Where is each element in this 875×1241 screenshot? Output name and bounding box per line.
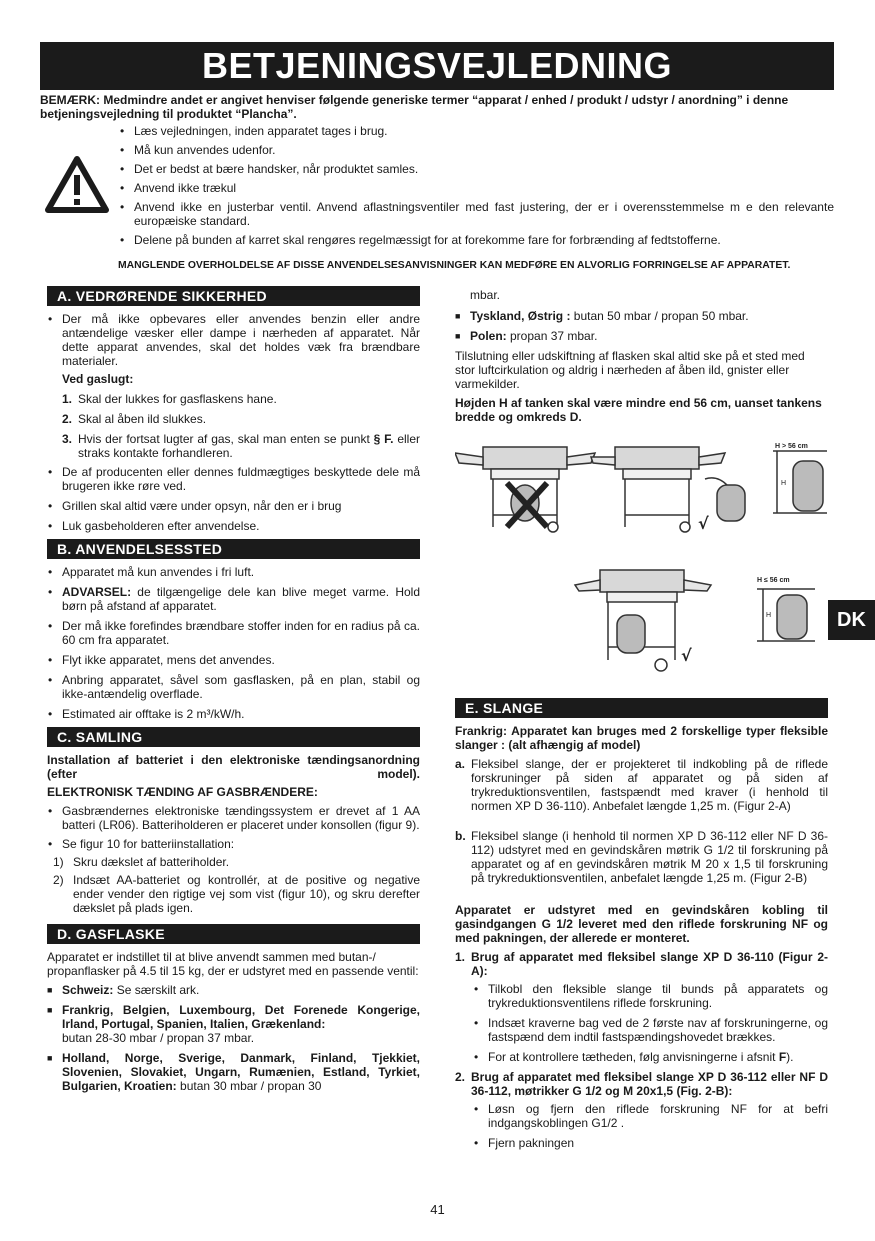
note-text: Medmindre andet er angivet henviser følgende generiske termer “apparat / enhed / produkt / udstyr / anordning” i denne betjeningsvejledning til produktet “Plancha”. — [40, 93, 789, 121]
list-item: • Må kun anvendes udenfor. — [118, 143, 834, 157]
item-text: de tilgængelige dele kan blive meget varme. Hold børn på afstand af apparatet. — [62, 585, 420, 613]
list-item: • Se figur 10 for batteriinstallation: — [47, 837, 420, 851]
page-number: 41 — [430, 1202, 445, 1217]
left-column — [47, 286, 420, 1097]
list-item: • Det er bedst at bære handsker, når produktet samles. — [118, 162, 834, 176]
label-h: H — [781, 480, 787, 487]
list-item: • Gasbrændernes elektroniske tændingssystem er drevet af 1 AA batteri (LR06). Batteriholderen er placeret under konsollen (figur 9). — [47, 804, 420, 832]
step-text: eller straks kontakte forhandleren. — [78, 432, 420, 460]
list-item: • Luk gasbeholderen efter anvendelse. — [47, 519, 420, 533]
list-item: • Der må ikke forefindes brændbare stoffer inden for en radius på ca. 60 cm fra apparatet. — [47, 619, 420, 647]
list-item — [62, 412, 420, 426]
pressure-text: propan 37 mbar. — [506, 329, 598, 343]
item-text: Brug af apparatet med fleksibel slange XP D 36-110 (Figur 2-A): — [471, 950, 828, 978]
connection-note: Tilslutning eller udskiftning af flasken skal altid ske på et sted med stor luftcirkulation og aldrig i nærheden af åben ild, gnister eller varmekilder. — [455, 349, 805, 391]
list-item: • Tilkobl den fleksible slange til bunds på apparatets og trykreduktionsventilens riflede forskruning. — [473, 982, 828, 1010]
label-height-gt: H > 56 cm — [775, 443, 808, 450]
list-item — [47, 585, 420, 613]
list-item: • Der må ikke opbevares eller anvendes benzin eller andre antændelige væsker eller dampe i nærheden af apparatet. Når dette apparat anvendes, skal det holdes væk fra brændbare materialer. — [47, 312, 420, 368]
list-item: • Apparatet må kun anvendes i fri luft. — [47, 565, 420, 579]
country-list-2 — [455, 309, 828, 343]
list-item: • Grillen skal altid være under opsyn, når den er i brug — [47, 499, 420, 513]
list-item: • Fjern pakningen — [473, 1136, 828, 1150]
warning-triangle-icon — [44, 155, 110, 215]
list-item: • Estimated air offtake is 2 m³/kW/h. — [47, 707, 420, 721]
section-b-list — [47, 565, 420, 721]
label-h: H — [766, 612, 772, 619]
section-ref: § F. — [373, 432, 394, 446]
check-icon: √ — [698, 514, 709, 533]
item-text: Fleksibel slange (i henhold til normen XP D 36-112 eller NF D 36-112) udstyret med en gevindskåren møtrik G 1/2 til forskruning på apparatet og af en gevindskåren møtrik M 20 x 1,5 til forskruning på trykreduktionsventilen, anbefalet længde 1,25 m. (Figur 2-B) — [471, 829, 828, 885]
section-e — [455, 698, 828, 1154]
item-text: Fleksibel slange, der er projekteret til indkobling på de riflede forskruninger på siden af apparatet og på siden af trykreduktionsventilen, fastspændt med kraver (i henhold til normen XP D 36-110). Anbefalet længde 1,25 m. (Figur 2-A) — [471, 757, 828, 813]
step-number: 2. — [62, 412, 73, 426]
coupling-note: Apparatet er udstyret med en gevindskåren kobling til gasindgangen G 1/2 leveret med den riflede forskruning NF og med pakningen, der allerede er monteret. — [455, 903, 828, 945]
list-item: • Delene på bunden af karret skal rengøres regelmæssigt for at forekomme fare for forbrænding af fedtstofferne. — [118, 233, 834, 247]
list-item: • Flyt ikke apparatet, mens det anvendes. — [47, 653, 420, 667]
warning-label: ADVARSEL: — [62, 585, 132, 599]
warning-list — [118, 124, 834, 252]
list-item — [47, 983, 420, 997]
pressure-text: Se særskilt ark. — [113, 983, 200, 997]
check-icon: √ — [681, 646, 692, 665]
section-a-header: A. VEDRØRENDE SIKKERHED — [47, 286, 420, 306]
country-label: Schweiz: — [62, 983, 114, 997]
section-b-header: B. ANVENDELSESSTED — [47, 539, 420, 559]
country-label: Tyskland, Østrig : — [470, 309, 571, 323]
section-a-list-2 — [47, 465, 420, 533]
list-item — [47, 1003, 420, 1045]
list-item — [62, 392, 420, 406]
pressure-text: butan 28-30 mbar / propan 37 mbar. — [62, 1031, 255, 1045]
list-item — [47, 1051, 420, 1093]
country-label: Polen: — [470, 329, 507, 343]
bbq-unit-correct-1 — [591, 447, 745, 532]
item-number: 2. — [455, 1070, 466, 1084]
list-item — [455, 309, 828, 323]
bbq-unit-wrong — [455, 447, 595, 532]
list-item — [473, 1050, 828, 1064]
section-c-sub: ELEKTRONISK TÆNDING AF GASBRÆNDERE: — [47, 785, 318, 799]
list-item: • Anvend ikke trækul — [118, 181, 834, 195]
section-d-header: D. GASFLASKE — [47, 924, 420, 944]
list-item: • Anbring apparatet, såvel som gasflasken, på en plan, stabil og ikke-antændelig overflade. — [47, 673, 420, 701]
language-tab: DK — [828, 600, 875, 640]
note — [40, 93, 834, 121]
list-item — [47, 855, 420, 869]
list-item: • Læs vejledningen, inden apparatet tages i brug. — [118, 124, 834, 138]
gas-bottle-figure — [455, 435, 830, 675]
list-item: • Løsn og fjern den riflede forskruning NF for at befri indgangskoblingen G1/2 . — [473, 1102, 828, 1130]
step-text: Skal al åben ild slukkes. — [78, 412, 207, 426]
item-text: For at kontrollere tætheden, følg anvisningerne i afsnit — [488, 1050, 779, 1064]
note-label: BEMÆRK: — [40, 93, 100, 107]
right-column — [455, 288, 828, 424]
step-text: Skal der lukkes for gasflaskens hane. — [78, 392, 277, 406]
list-item: • Indsæt kraverne bag ved de 2 første nav af forskruningerne, og fastspænd dem indtil fastspændingshovedet brækkes. — [473, 1016, 828, 1044]
step-text: Skru dækslet af batteriholder. — [73, 855, 230, 869]
list-item — [455, 329, 828, 343]
section-e-intro: Frankrig: Apparatet kan bruges med 2 forskellige typer fleksible slanger : (alt afhængig af model) — [455, 724, 828, 752]
section-ref: F — [778, 1050, 787, 1064]
item-text: ). — [786, 1050, 794, 1064]
step-number: 1. — [62, 392, 73, 406]
item-letter: a. — [455, 757, 466, 771]
section-d-intro: Apparatet er indstillet til at blive anvendt sammen med butan-/ propanflasker på 4.5 til 15 kg, der er udstyret med en passende ventil: — [47, 950, 419, 978]
item-letter: b. — [455, 829, 466, 843]
item-number: 1. — [455, 950, 466, 964]
pressure-text: butan 50 mbar / propan 50 mbar. — [570, 309, 749, 323]
pressure-continued: mbar. — [470, 288, 501, 302]
country-label: Holland, Norge, Sverige, Danmark, Finland, Tjekkiet, Slovenien, Slovakiet, Ungarn, Rumænien, Estland, Tyrkiet, Bulgarien, Kroatien: — [62, 1051, 420, 1093]
gas-smell-label: Ved gaslugt: — [62, 372, 134, 386]
section-c-intro: Installation af batteriet i den elektroniske tændingsanordning (efter model). — [47, 753, 420, 781]
page-title: BETJENINGSVEJLEDNING — [40, 42, 834, 90]
list-item — [455, 757, 828, 813]
list-item — [455, 950, 828, 978]
hose-b-steps — [455, 1102, 828, 1150]
height-note: Højden H af tanken skal være mindre end 56 cm, uanset tankens bredde og omkreds D. — [455, 396, 822, 424]
gas-steps — [47, 392, 420, 460]
step-text: Indsæt AA-batteriet og kontrollér, at de positive og negative ender vender den rigtige vej som vist (figur 10), og skru derefter dækslet på plads igen. — [73, 873, 420, 915]
country-list — [47, 983, 420, 1093]
step-number: 1) — [53, 855, 64, 869]
section-e-header: E. SLANGE — [455, 698, 828, 718]
list-item — [62, 432, 420, 460]
list-item — [47, 873, 420, 915]
step-number: 2) — [53, 873, 64, 887]
section-c-header: C. SAMLING — [47, 727, 420, 747]
list-item — [455, 1070, 828, 1098]
section-c-list — [47, 804, 420, 851]
hose-a-steps — [455, 982, 828, 1064]
step-number: 3. — [62, 432, 73, 446]
label-height-le: H ≤ 56 cm — [757, 577, 790, 584]
list-item — [455, 829, 828, 885]
warning-caps: MANGLENDE OVERHOLDELSE AF DISSE ANVENDELSESANVISNINGER KAN MEDFØRE EN ALVORLIG FORRINGELSE AF APPARATET. — [118, 260, 791, 271]
step-text: Hvis der fortsat lugter af gas, skal man enten se punkt — [78, 432, 374, 446]
section-a-list — [47, 312, 420, 368]
country-label: ■ Frankrig, Belgien, Luxembourg, Det Forenede Kongerige, Irland, Portugal, Spanien, Italien, Grækenland: — [62, 1003, 420, 1031]
list-item: • De af producenten eller dennes fuldmægtiges beskyttede dele må brugeren ikke røre ved. — [47, 465, 420, 493]
pressure-text: butan 30 mbar / propan 30 — [176, 1079, 322, 1093]
item-text: Brug af apparatet med fleksibel slange XP D 36-112 eller NF D 36-112, møtrikker G 1/2 og M 20x1,5 (Fig. 2-B): — [471, 1070, 828, 1098]
list-item: • Anvend ikke en justerbar ventil. Anvend aflastningsventiler med fast justering, der er i overensstemmelse m e den relevante europæiske standard. — [118, 200, 834, 228]
